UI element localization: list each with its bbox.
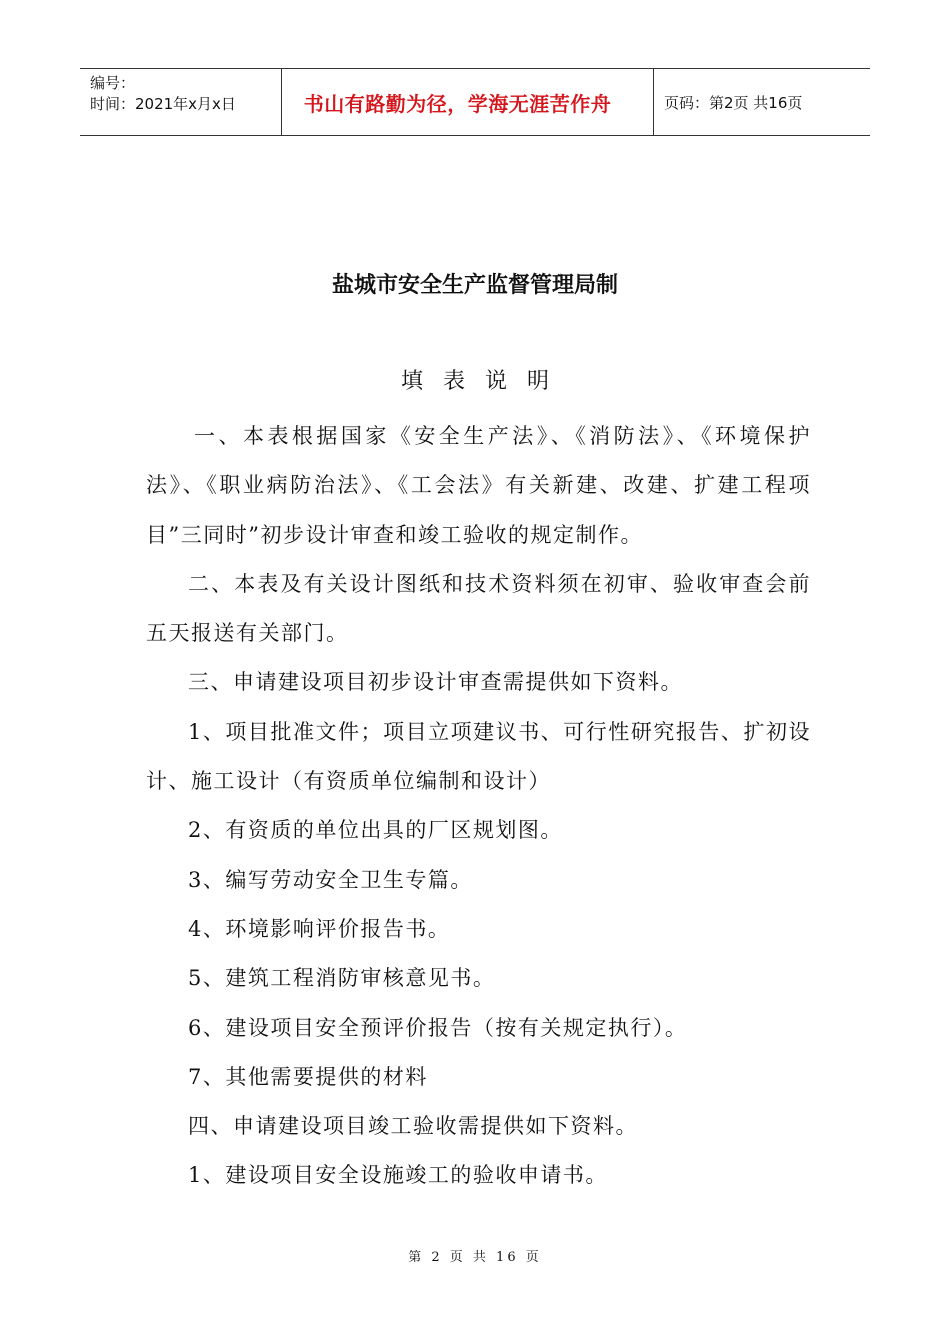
page-footer: 第 2 页 共 16 页 <box>408 1250 542 1265</box>
list-item: 5、建筑工程消防审核意见书。 <box>188 966 496 991</box>
header-motto-cell <box>282 69 654 135</box>
instructions-body <box>146 412 811 1201</box>
header-page-cell <box>654 69 870 135</box>
number-label: 编号： <box>90 74 136 92</box>
paragraph: 三、申请建设项目初步设计审查需提供如下资料。 <box>188 670 683 695</box>
list-item: 7、其他需要提供的材料 <box>188 1064 428 1089</box>
list-item: 6、建设项目安全预评价报告（按有关规定执行）。 <box>188 1015 688 1040</box>
section-title: 填表说明 <box>400 369 569 394</box>
document-title: 盐城市安全生产监督管理局制 <box>331 273 618 298</box>
time-label: 时间：2021年x月x日 <box>90 95 236 113</box>
motto-text: 书山有路勤为径，学海无涯苦作舟 <box>303 91 612 116</box>
list-item: 4、环境影响评价报告书。 <box>188 916 451 941</box>
list-item: 1、项目批准文件；项目立项建议书、可行性研究报告、扩初设计、施工设计（有资质单位编制和设计） <box>146 719 811 794</box>
paragraph: 四、申请建设项目竣工验收需提供如下资料。 <box>188 1114 638 1139</box>
list-item: 2、有资质的单位出具的厂区规划图。 <box>188 818 563 843</box>
header-table <box>80 68 870 136</box>
list-item: 1、建设项目安全设施竣工的验收申请书。 <box>188 1163 608 1188</box>
list-item: 3、编写劳动安全卫生专篇。 <box>188 867 473 892</box>
header-meta-cell <box>80 69 282 135</box>
page-info: 页码：第2页 共16页 <box>664 93 803 112</box>
paragraph: 二、本表及有关设计图纸和技术资料须在初审、验收审查会前五天报送有关部门。 <box>146 571 811 646</box>
paragraph: 一、本表根据国家《安全生产法》、《消防法》、《环境保护法》、《职业病防治法》、《工会法》有关新建、改建、扩建工程项目”三同时”初步设计审查和竣工验收的规定制作。 <box>146 424 811 547</box>
